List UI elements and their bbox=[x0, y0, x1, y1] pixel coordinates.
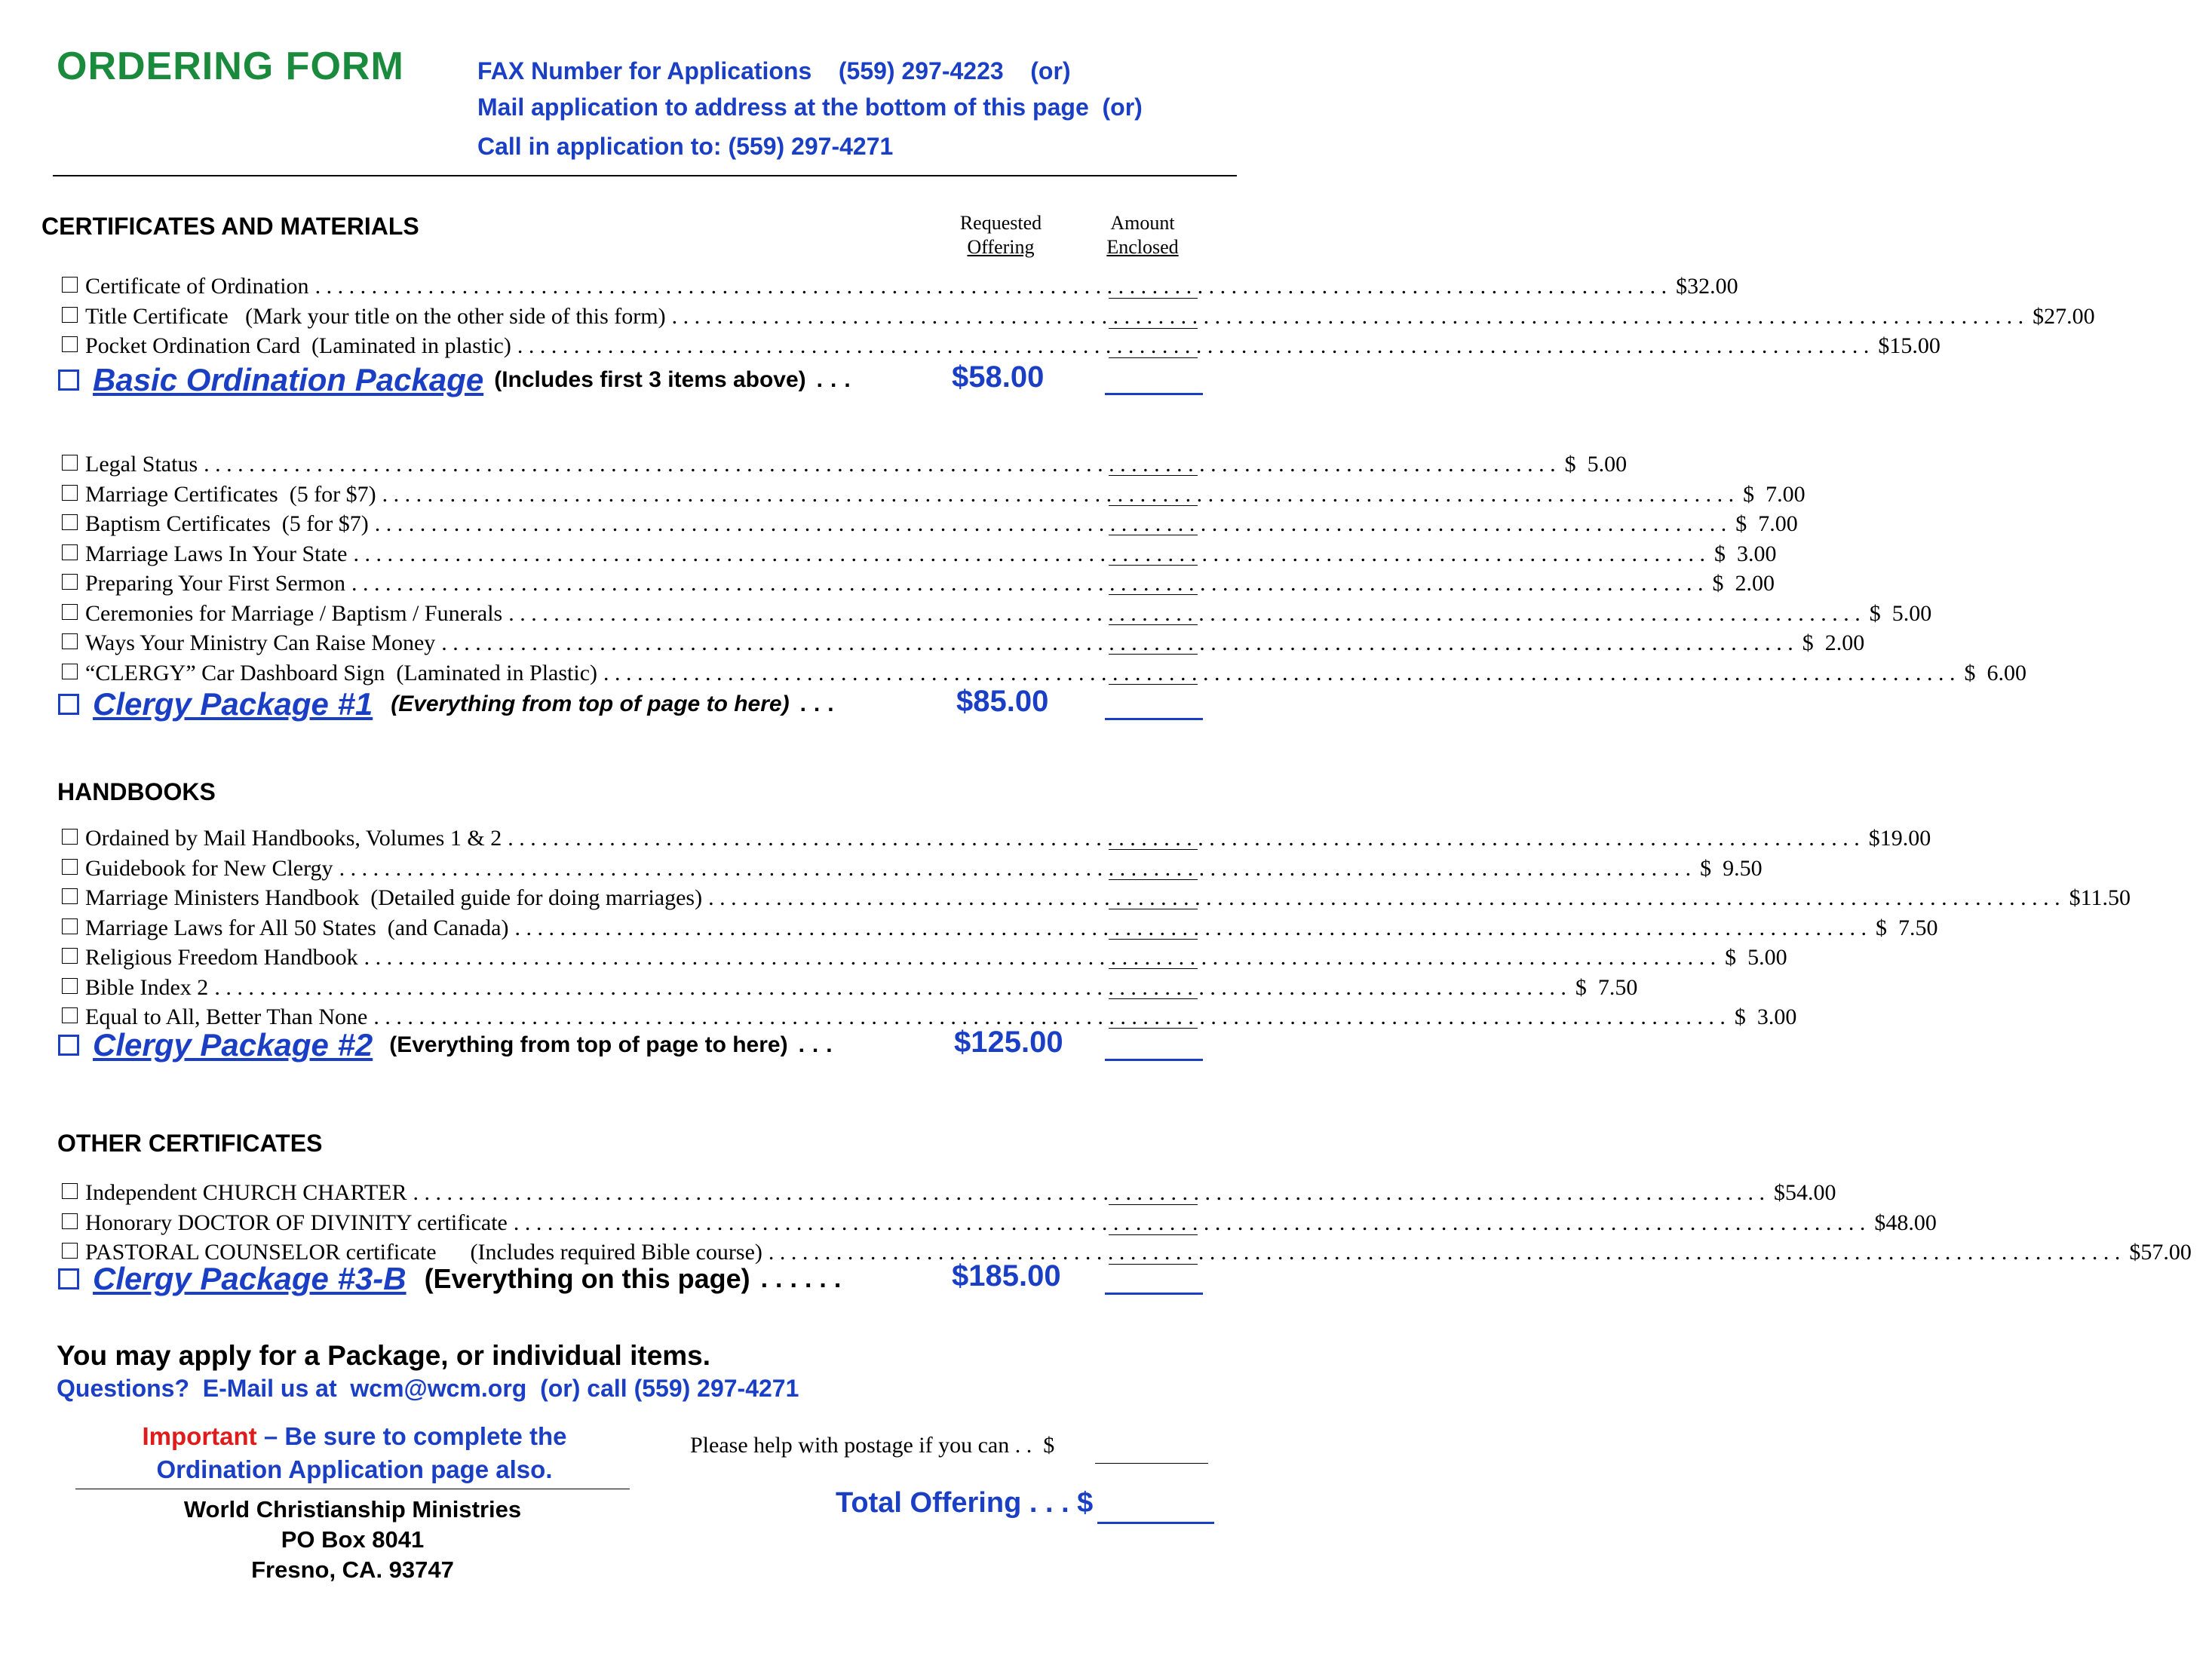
basic-ordination-package-row[interactable] bbox=[58, 357, 858, 403]
amount-enclosed-blank[interactable] bbox=[1109, 1028, 1198, 1029]
item-label: Baptism Certificates (5 for $7) bbox=[85, 511, 369, 536]
important-note-line2: Ordination Application page also. bbox=[156, 1455, 553, 1483]
leader-dots: . . . . . . . . . . . . . . . . . . . . . . . . . . . . . . . . . . . . . . . . . . . . . . . . . . . . . . . . . . . . . . . . . . . . . . . . . . . . . . . . . . . . . . . . . . . . . . . . . . . . . . . . . . . . . . . . . . . . . . . . bbox=[214, 974, 1566, 1000]
call-line: Call in application to: (559) 297-4271 bbox=[477, 133, 894, 160]
package-dots: ... bbox=[798, 1032, 840, 1057]
leader-dots: . . . . . . . . . . . . . . . . . . . . . . . . . . . . . . . . . . . . . . . . . . . . . . . . . . . . . . . . . . . . . . . . . . . . . . . . . . . . . . . . . . . . . . . . . . . . . . . . . . . . . . . . . . . . . . . . . . . . . . . . bbox=[373, 1004, 1726, 1029]
item-checkbox[interactable] bbox=[62, 485, 78, 501]
item-price: $54.00 bbox=[1774, 1180, 1836, 1205]
item-row[interactable] bbox=[62, 302, 2095, 332]
item-row[interactable] bbox=[62, 509, 1798, 539]
item-checkbox[interactable] bbox=[62, 514, 78, 530]
item-row[interactable] bbox=[62, 569, 1775, 599]
item-label: “CLERGY” Car Dashboard Sign (Laminated in Plastic) bbox=[85, 660, 598, 685]
amount-enclosed-blank[interactable] bbox=[1109, 684, 1198, 685]
item-price: $57.00 bbox=[2129, 1240, 2192, 1265]
questions-prefix: Questions? E-Mail us at bbox=[57, 1375, 351, 1402]
item-checkbox[interactable] bbox=[62, 918, 78, 934]
item-checkbox[interactable] bbox=[62, 859, 78, 875]
leader-dots: . . . . . . . . . . . . . . . . . . . . . . . . . . . . . . . . . . . . . . . . . . . . . . . . . . . . . . . . . . . . . . . . . . . . . . . . . . . . . . . . . . . . . . . . . . . . . . . . . . . . . . . . . . . . . . . . . . . . . . . . bbox=[413, 1180, 1766, 1205]
item-label: Pocket Ordination Card (Laminated in plastic) bbox=[85, 333, 511, 358]
total-offering-label: Total Offering . . . $ bbox=[836, 1487, 1094, 1519]
amount-enclosed-blank[interactable] bbox=[1109, 328, 1198, 329]
package-dots: ...... bbox=[760, 1264, 849, 1293]
fax-line: FAX Number for Applications (559) 297-4223 (or) bbox=[477, 57, 1071, 84]
package-description: (Everything from top of page to here) bbox=[389, 1032, 788, 1057]
leader-dots: . . . . . . . . . . . . . . . . . . . . . . . . . . . . . . . . . . . . . . . . . . . . . . . . . . . . . . . . . . . . . . . . . . . . . . . . . . . . . . . . . . . . . . . . . . . . . . . . . . . . . . . . . . . . . . . . . . . . . . . . bbox=[508, 600, 1861, 626]
item-row[interactable] bbox=[62, 449, 1628, 480]
amount-enclosed-header bbox=[1094, 211, 1192, 259]
leader-dots: . . . . . . . . . . . . . . . . . . . . . . . . . . . . . . . . . . . . . . . . . . . . . . . . . . . . . . . . . . . . . . . . . . . . . . . . . . . . . . . . . . . . . . . . . . . . . . . . . . . . . . . . . . . . . . . . . . . . . . . . bbox=[382, 481, 1735, 507]
package-name[interactable]: Clergy Package #1 bbox=[93, 686, 373, 722]
item-price: $ 2.00 bbox=[1802, 630, 1865, 655]
amount-enclosed-blank[interactable] bbox=[1109, 505, 1198, 506]
amount-enclosed-blank[interactable] bbox=[1109, 594, 1198, 595]
item-checkbox[interactable] bbox=[62, 1183, 78, 1199]
item-price: $19.00 bbox=[1868, 826, 1931, 851]
item-label: Religious Freedom Handbook bbox=[85, 945, 358, 970]
amount-enclosed-blank[interactable] bbox=[1109, 654, 1198, 655]
clergy-package-2-row[interactable] bbox=[58, 1023, 840, 1068]
section-heading-other-certificates: OTHER CERTIFICATES bbox=[57, 1130, 323, 1157]
item-price: $ 7.00 bbox=[1743, 481, 1805, 507]
item-checkbox[interactable] bbox=[62, 829, 78, 845]
package-price: $185.00 bbox=[952, 1259, 1061, 1293]
requested-offering-header bbox=[952, 211, 1050, 259]
amount-enclosed-blank[interactable] bbox=[1109, 475, 1198, 476]
amount-enclosed-blank[interactable] bbox=[1109, 1264, 1198, 1265]
leader-dots: . . . . . . . . . . . . . . . . . . . . . . . . . . . . . . . . . . . . . . . . . . . . . . . . . . . . . . . . . . . . . . . . . . . . . . . . . . . . . . . . . . . . . . . . . . . . . . . . . . . . . . . . . . . . . . . . . . . . . . . . bbox=[374, 511, 1727, 536]
package-price: $85.00 bbox=[956, 685, 1049, 718]
item-row[interactable] bbox=[62, 854, 1763, 884]
package-amount-blank[interactable] bbox=[1105, 718, 1203, 720]
important-note bbox=[83, 1422, 626, 1451]
item-checkbox[interactable] bbox=[62, 978, 78, 994]
item-price: $ 5.00 bbox=[1869, 600, 1932, 626]
item-checkbox[interactable] bbox=[62, 277, 78, 293]
item-price: $ 3.00 bbox=[1734, 1004, 1797, 1029]
item-price: $ 2.00 bbox=[1712, 571, 1775, 596]
item-label: Ordained by Mail Handbooks, Volumes 1 & 2 bbox=[85, 826, 502, 851]
package-checkbox[interactable] bbox=[58, 370, 79, 391]
item-row[interactable] bbox=[62, 628, 1865, 658]
package-amount-blank[interactable] bbox=[1105, 1293, 1203, 1295]
leader-dots: . . . . . . . . . . . . . . . . . . . . . . . . . . . . . . . . . . . . . . . . . . . . . . . . . . . . . . . . . . . . . . . . . . . . . . . . . . . . . . . . . . . . . . . . . . . . . . . . . . . . . . . . . . . . . . . . . . . . . . . . bbox=[708, 885, 2060, 910]
leader-dots: . . . . . . . . . . . . . . . . . . . . . . . . . . . . . . . . . . . . . . . . . . . . . . . . . . . . . . . . . . . . . . . . . . . . . . . . . . . . . . . . . . . . . . . . . . . . . . . . . . . . . . . . . . . . . . . . . . . . . . . . bbox=[364, 945, 1717, 970]
item-checkbox[interactable] bbox=[62, 574, 78, 590]
leader-dots: . . . . . . . . . . . . . . . . . . . . . . . . . . . . . . . . . . . . . . . . . . . . . . . . . . . . . . . . . . . . . . . . . . . . . . . . . . . . . . . . . . . . . . . . . . . . . . . . . . . . . . . . . . . . . . . . . . . . . . . . bbox=[441, 630, 1793, 655]
item-row[interactable] bbox=[62, 913, 1938, 943]
item-price: $ 9.50 bbox=[1700, 855, 1763, 881]
amount-enclosed-blank[interactable] bbox=[1109, 939, 1198, 940]
item-label: Preparing Your First Sermon bbox=[85, 571, 346, 596]
package-dots: ... bbox=[799, 692, 842, 716]
section-heading-handbooks: HANDBOOKS bbox=[57, 778, 216, 805]
item-checkbox[interactable] bbox=[62, 948, 78, 964]
amount-header-line1: Amount bbox=[1110, 212, 1175, 234]
package-name[interactable]: Clergy Package #2 bbox=[93, 1027, 373, 1063]
amount-enclosed-blank[interactable] bbox=[1109, 968, 1198, 969]
important-text: – Be sure to complete the bbox=[256, 1422, 567, 1450]
package-checkbox[interactable] bbox=[58, 1268, 79, 1289]
leader-dots: . . . . . . . . . . . . . . . . . . . . . . . . . . . . . . . . . . . . . . . . . . . . . . . . . . . . . . . . . . . . . . . . . . . . . . . . . . . . . . . . . . . . . . . . . . . . . . . . . . . . . . . . . . . . . . . . . . . . . . . . bbox=[768, 1240, 2121, 1265]
item-row[interactable] bbox=[62, 271, 1738, 302]
leader-dots: . . . . . . . . . . . . . . . . . . . . . . . . . . . . . . . . . . . . . . . . . . . . . . . . . . . . . . . . . . . . . . . . . . . . . . . . . . . . . . . . . . . . . . . . . . . . . . . . . . . . . . . . . . . . . . . . . . . . . . . . bbox=[508, 826, 1860, 851]
leader-dots: . . . . . . . . . . . . . . . . . . . . . . . . . . . . . . . . . . . . . . . . . . . . . . . . . . . . . . . . . . . . . . . . . . . . . . . . . . . . . . . . . . . . . . . . . . . . . . . . . . . . . . . . . . . . . . . . . . . . . . . . bbox=[339, 855, 1692, 881]
amount-enclosed-blank[interactable] bbox=[1109, 298, 1198, 299]
item-label: Honorary DOCTOR OF DIVINITY certificate bbox=[85, 1210, 508, 1235]
item-label: Ceremonies for Marriage / Baptism / Funerals bbox=[85, 600, 503, 626]
package-amount-blank[interactable] bbox=[1105, 1059, 1203, 1061]
leader-dots: . . . . . . . . . . . . . . . . . . . . . . . . . . . . . . . . . . . . . . . . . . . . . . . . . . . . . . . . . . . . . . . . . . . . . . . . . . . . . . . . . . . . . . . . . . . . . . . . . . . . . . . . . . . . . . . . . . . . . . . . bbox=[204, 452, 1556, 477]
item-price: $ 7.50 bbox=[1876, 915, 1938, 940]
item-row[interactable] bbox=[62, 331, 1940, 361]
item-label: Marriage Certificates (5 for $7) bbox=[85, 481, 376, 507]
item-label: Marriage Ministers Handbook (Detailed guide for doing marriages) bbox=[85, 885, 703, 910]
po-box: PO Box 8041 bbox=[281, 1526, 425, 1553]
item-label: Marriage Laws for All 50 States (and Canada) bbox=[85, 915, 509, 940]
important-label: Important bbox=[142, 1422, 257, 1450]
leader-dots: . . . . . . . . . . . . . . . . . . . . . . . . . . . . . . . . . . . . . . . . . . . . . . . . . . . . . . . . . . . . . . . . . . . . . . . . . . . . . . . . . . . . . . . . . . . . . . . . . . . . . . . . . . . . . . . . . . . . . . . . bbox=[671, 303, 2024, 329]
item-checkbox[interactable] bbox=[62, 1213, 78, 1229]
package-description: (Everything on this page) bbox=[424, 1263, 750, 1294]
package-description: (Includes first 3 items above) bbox=[494, 367, 806, 392]
requested-header-line1: Requested bbox=[959, 212, 1042, 234]
amount-enclosed-blank[interactable] bbox=[1109, 849, 1198, 850]
item-checkbox[interactable] bbox=[62, 307, 78, 323]
leader-dots: . . . . . . . . . . . . . . . . . . . . . . . . . . . . . . . . . . . . . . . . . . . . . . . . . . . . . . . . . . . . . . . . . . . . . . . . . . . . . . . . . . . . . . . . . . . . . . . . . . . . . . . . . . . . . . . . . . . . . . . . bbox=[351, 571, 1704, 596]
item-checkbox[interactable] bbox=[62, 1007, 78, 1023]
amount-enclosed-blank[interactable] bbox=[1109, 357, 1198, 358]
item-row[interactable] bbox=[62, 823, 1931, 854]
item-checkbox[interactable] bbox=[62, 455, 78, 471]
package-name[interactable]: Clergy Package #3-B bbox=[93, 1261, 407, 1296]
item-checkbox[interactable] bbox=[62, 604, 78, 620]
item-price: $15.00 bbox=[1878, 333, 1940, 358]
item-price: $ 6.00 bbox=[1964, 660, 2027, 685]
item-row[interactable] bbox=[62, 480, 1805, 510]
item-label: PASTORAL COUNSELOR certificate (Includes required Bible course) bbox=[85, 1240, 762, 1265]
amount-enclosed-blank[interactable] bbox=[1109, 565, 1198, 566]
item-checkbox[interactable] bbox=[62, 336, 78, 352]
item-price: $48.00 bbox=[1874, 1210, 1937, 1235]
item-price: $ 3.00 bbox=[1713, 541, 1777, 566]
item-label: Equal to All, Better Than None bbox=[85, 1004, 368, 1029]
item-price: $ 7.50 bbox=[1575, 974, 1638, 1000]
item-label: Legal Status bbox=[85, 452, 198, 477]
header-divider bbox=[53, 175, 1237, 176]
item-price: $27.00 bbox=[2033, 303, 2095, 329]
package-checkbox[interactable] bbox=[58, 694, 79, 715]
package-dots: ... bbox=[816, 367, 858, 392]
clergy-package-3b-row[interactable] bbox=[58, 1256, 848, 1302]
item-price: $32.00 bbox=[1676, 274, 1738, 299]
amount-enclosed-blank[interactable] bbox=[1109, 1234, 1198, 1235]
item-price: $ 5.00 bbox=[1725, 945, 1787, 970]
postage-amount-blank[interactable] bbox=[1095, 1463, 1208, 1464]
package-price: $58.00 bbox=[952, 360, 1045, 394]
item-checkbox[interactable] bbox=[62, 664, 78, 679]
requested-header-line2: Offering bbox=[967, 236, 1035, 258]
org-name: World Christianship Ministries bbox=[183, 1496, 522, 1523]
item-checkbox[interactable] bbox=[62, 888, 78, 904]
total-offering-blank[interactable] bbox=[1097, 1522, 1214, 1524]
email-link[interactable]: wcm@wcm.org bbox=[350, 1375, 527, 1402]
leader-dots: . . . . . . . . . . . . . . . . . . . . . . . . . . . . . . . . . . . . . . . . . . . . . . . . . . . . . . . . . . . . . . . . . . . . . . . . . . . . . . . . . . . . . . . . . . . . . . . . . . . . . . . . . . . . . . . . . . . . . . . . bbox=[517, 333, 1870, 358]
item-row[interactable] bbox=[62, 883, 2131, 913]
questions-line bbox=[57, 1375, 799, 1403]
item-row[interactable] bbox=[62, 1178, 1836, 1208]
item-label: Guidebook for New Clergy bbox=[85, 855, 333, 881]
item-label: Certificate of Ordination bbox=[85, 274, 309, 299]
questions-suffix: (or) call (559) 297-4271 bbox=[526, 1375, 799, 1402]
mail-line: Mail application to address at the bottom of this page (or) bbox=[477, 94, 1143, 121]
package-checkbox[interactable] bbox=[58, 1035, 79, 1056]
item-row[interactable] bbox=[62, 973, 1638, 1003]
amount-enclosed-blank[interactable] bbox=[1109, 624, 1198, 625]
city-state-zip: Fresno, CA. 93747 bbox=[251, 1556, 454, 1583]
item-label: Bible Index 2 bbox=[85, 974, 209, 1000]
leader-dots: . . . . . . . . . . . . . . . . . . . . . . . . . . . . . . . . . . . . . . . . . . . . . . . . . . . . . . . . . . . . . . . . . . . . . . . . . . . . . . . . . . . . . . . . . . . . . . . . . . . . . . . . . . . . . . . . . . . . . . . . bbox=[603, 660, 1956, 685]
item-checkbox[interactable] bbox=[62, 633, 78, 649]
item-row[interactable] bbox=[62, 599, 1932, 629]
leader-dots: . . . . . . . . . . . . . . . . . . . . . . . . . . . . . . . . . . . . . . . . . . . . . . . . . . . . . . . . . . . . . . . . . . . . . . . . . . . . . . . . . . . . . . . . . . . . . . . . . . . . . . . . . . . . . . . . . . . . . . . . bbox=[353, 541, 1705, 566]
amount-enclosed-blank[interactable] bbox=[1109, 1204, 1198, 1205]
amount-enclosed-blank[interactable] bbox=[1109, 879, 1198, 880]
leader-dots: . . . . . . . . . . . . . . . . . . . . . . . . . . . . . . . . . . . . . . . . . . . . . . . . . . . . . . . . . . . . . . . . . . . . . . . . . . . . . . . . . . . . . . . . . . . . . . . . . . . . . . . . . . . . . . . . . . . . . . . . bbox=[513, 1210, 1866, 1235]
item-price: $11.50 bbox=[2069, 885, 2131, 910]
package-price: $125.00 bbox=[954, 1026, 1063, 1059]
item-label: Title Certificate (Mark your title on the other side of this form) bbox=[85, 303, 666, 329]
leader-dots: . . . . . . . . . . . . . . . . . . . . . . . . . . . . . . . . . . . . . . . . . . . . . . . . . . . . . . . . . . . . . . . . . . . . . . . . . . . . . . . . . . . . . . . . . . . . . . . . . . . . . . . . . . . . . . . . . . . . . . . . bbox=[314, 274, 1667, 299]
item-row[interactable] bbox=[62, 539, 1777, 569]
item-label: Marriage Laws In Your State bbox=[85, 541, 348, 566]
package-amount-blank[interactable] bbox=[1105, 393, 1203, 395]
item-label: Ways Your Ministry Can Raise Money bbox=[85, 630, 436, 655]
item-row[interactable] bbox=[62, 1208, 1937, 1238]
item-label: Independent CHURCH CHARTER bbox=[85, 1180, 407, 1205]
amount-header-line2: Enclosed bbox=[1106, 236, 1179, 258]
form-title: ORDERING FORM bbox=[57, 44, 404, 88]
item-checkbox[interactable] bbox=[62, 544, 78, 560]
clergy-package-1-row[interactable] bbox=[58, 682, 842, 727]
postage-request: Please help with postage if you can . . $ bbox=[690, 1433, 1055, 1458]
package-description: (Everything from top of page to here) bbox=[391, 692, 790, 716]
item-price: $ 7.00 bbox=[1735, 511, 1798, 536]
amount-enclosed-blank[interactable] bbox=[1109, 998, 1198, 999]
item-price: $ 5.00 bbox=[1564, 452, 1628, 477]
package-name[interactable]: Basic Ordination Package bbox=[93, 362, 484, 397]
item-row[interactable] bbox=[62, 943, 1787, 973]
section-heading-certificates: CERTIFICATES AND MATERIALS bbox=[41, 213, 419, 240]
leader-dots: . . . . . . . . . . . . . . . . . . . . . . . . . . . . . . . . . . . . . . . . . . . . . . . . . . . . . . . . . . . . . . . . . . . . . . . . . . . . . . . . . . . . . . . . . . . . . . . . . . . . . . . . . . . . . . . . . . . . . . . . bbox=[514, 915, 1867, 940]
apply-note: You may apply for a Package, or individual items. bbox=[57, 1340, 711, 1371]
